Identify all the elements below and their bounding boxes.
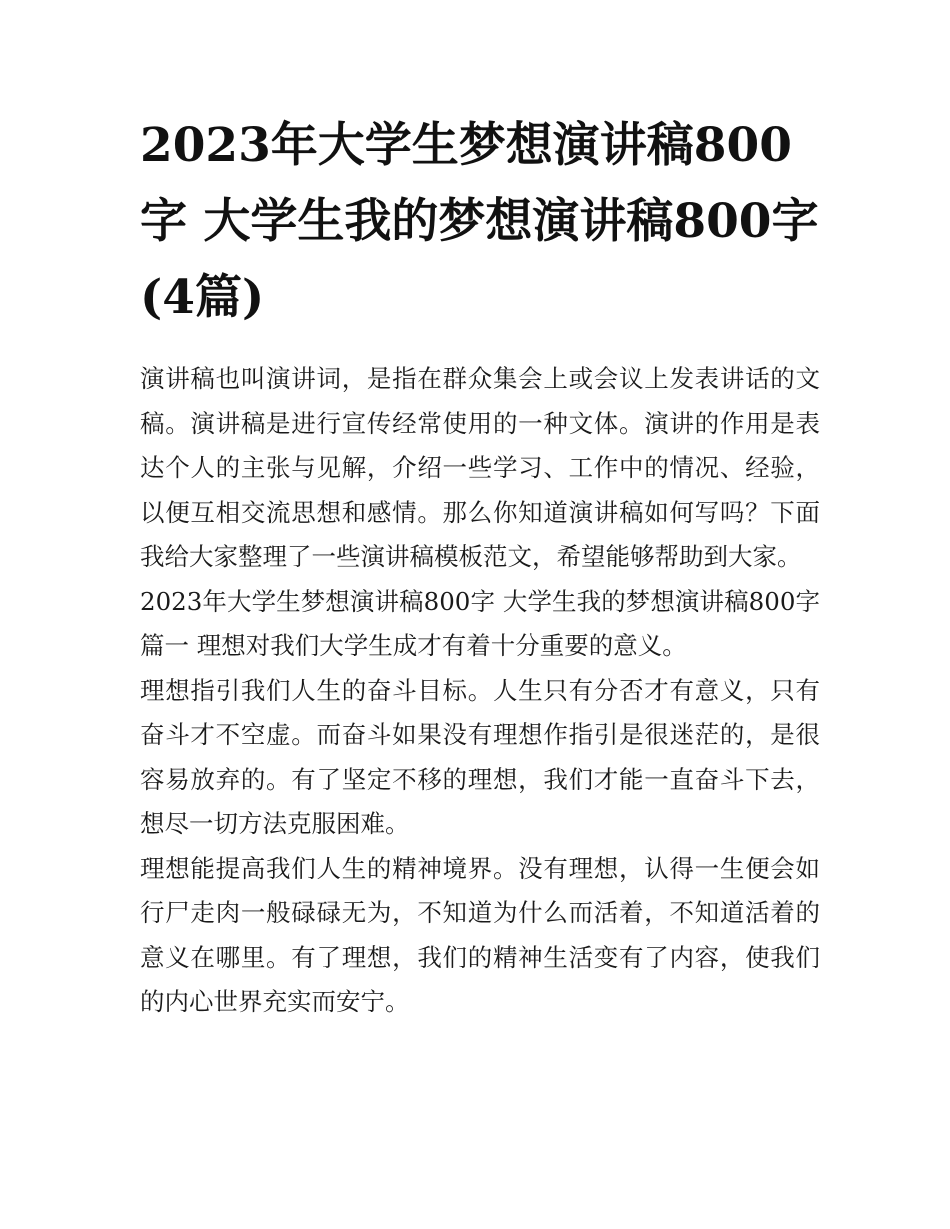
paragraph-ideal-goal: 理想指引我们人生的奋斗目标。人生只有分否才有意义，只有奋斗才不空虚。而奋斗如果没有理想作指引是很迷茫的，是很容易放弃的。有了坚定不移的理想，我们才能一直奋斗下去，想尽一切方法克服困难。 — [140, 675, 820, 838]
paragraph-section-heading: 2023年大学生梦想演讲稿800字 大学生我的梦想演讲稿800字篇一 理想对我们大学生成才有着十分重要的意义。 — [140, 586, 820, 660]
paragraph-intro: 演讲稿也叫演讲词，是指在群众集会上或会议上发表讲话的文稿。演讲稿是进行宣传经常使用的一种文体。演讲的作用是表达个人的主张与见解，介绍一些学习、工作中的情况、经验，以便互相交流思想和感情。那么你知道演讲稿如何写吗？下面我给大家整理了一些演讲稿模板范文，希望能够帮助到大家。 — [140, 364, 820, 571]
paragraph-ideal-spirit: 理想能提高我们人生的精神境界。没有理想，认得一生便会如行尸走肉一般碌碌无为，不知道为什么而活着，不知道活着的意义在哪里。有了理想，我们的精神生活变有了内容，使我们的内心世界充实而安宁。 — [140, 853, 820, 1016]
document-title: 2023年大学生梦想演讲稿800字 大学生我的梦想演讲稿800字(4篇) — [140, 118, 819, 325]
document-body — [140, 357, 820, 1025]
